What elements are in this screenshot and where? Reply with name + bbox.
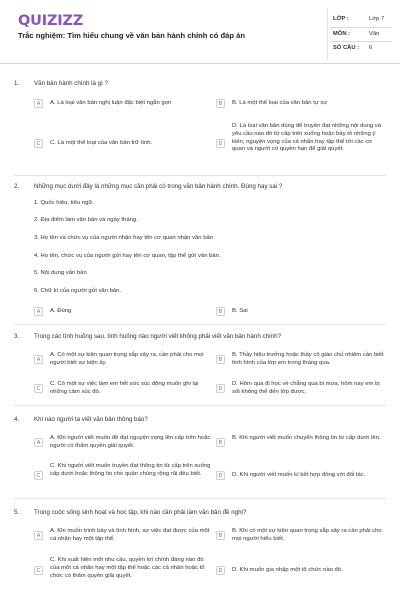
- question-number: 4.: [14, 416, 20, 423]
- option-letter-badge[interactable]: D: [216, 384, 225, 393]
- option-d[interactable]: D. Khi muốn gia nhập một tổ chức nào đó.: [232, 567, 343, 573]
- option-c[interactable]: C. Khi người viết muốn truyền đạt thông tin từ cấp trên xuống cấp dưới hoặc thông tin cho quần chúng rộng rãi đều biết.: [50, 463, 211, 477]
- question-number: 3.: [14, 333, 20, 340]
- option-a[interactable]: A. Khi muốn trình bày và tình hình, sự việc đạt được của một cá nhân hay một tập thể.: [50, 528, 210, 542]
- option-letter-badge[interactable]: A: [34, 307, 43, 316]
- question-text: Khi nào người ta viết văn bản thông báo?: [34, 416, 148, 423]
- meta-divider: [330, 27, 392, 28]
- option-a[interactable]: A. Có một sự kiện quan trọng sắp xảy ra, cần phải cho mọi người biết sự kiện ấy.: [50, 352, 204, 366]
- question-divider: [14, 175, 386, 176]
- option-a[interactable]: A. Là loại văn bản nghị luận đặc biệt ngắn gọn: [50, 100, 172, 106]
- option-letter-badge[interactable]: C: [34, 384, 43, 393]
- option-letter-badge[interactable]: A: [34, 531, 43, 540]
- option-b[interactable]: B. Khi người viết muốn chuyển thông tin từ cấp dưới lên.: [232, 435, 381, 441]
- meta-count-label: SỐ CÂU :: [333, 45, 360, 51]
- page-title: Trắc nghiệm: Tìm hiểu chung về văn bản hành chính có đáp án: [18, 31, 246, 40]
- option-letter-badge[interactable]: A: [34, 438, 43, 447]
- option-letter-badge[interactable]: B: [216, 355, 225, 364]
- option-letter-badge[interactable]: B: [216, 307, 225, 316]
- option-a[interactable]: A. Đúng: [50, 308, 72, 314]
- option-letter-badge[interactable]: A: [34, 99, 43, 108]
- list-item: 1. Quốc hiệu, tiêu ngữ.: [34, 200, 94, 206]
- question-number: 5.: [14, 509, 20, 516]
- question-divider: [14, 324, 386, 325]
- option-letter-badge[interactable]: B: [216, 99, 225, 108]
- question-text: Trong các tình huống sau, tình huống nào người viết không phải viết văn bản hành chính?: [34, 333, 282, 340]
- question-number: 2.: [14, 183, 20, 190]
- question-text: Trong cuộc sống sinh hoạt và học tập, khi nào cần phải làm văn bản đề nghị?: [34, 509, 247, 516]
- header-divider: [327, 8, 328, 60]
- option-letter-badge[interactable]: D: [216, 139, 225, 148]
- meta-count-value: 6: [369, 45, 373, 51]
- question-text: Văn bản hành chính là gì ?: [34, 80, 108, 87]
- option-letter-badge[interactable]: C: [34, 471, 43, 480]
- list-item: 4. Họ tên, chức vụ của người gửi hay tên cơ quan, tập thể gửi văn bản.: [34, 253, 221, 259]
- option-b[interactable]: B. Khi có một sự kiện quan trọng sắp xảy ra cần phải cho mọi người hiểu biết.: [232, 528, 382, 542]
- page-header: [0, 0, 400, 64]
- option-c[interactable]: C. Là một thể loại của văn bản trữ tình.: [50, 140, 153, 146]
- option-d[interactable]: D. Khi người viết muốn kí kết hợp đồng với đối tác.: [232, 472, 366, 478]
- option-c[interactable]: C. Khi xuất hiện một nhu cầu, quyền lợi chính đáng nào đó của một cá nhân hay một tập thể hoặc các cá nhân hoặc tổ chức có thẩm quyền giải quyết.: [50, 557, 205, 579]
- meta-subject-label: MÔN :: [333, 31, 351, 37]
- option-letter-badge[interactable]: B: [216, 438, 225, 447]
- meta-class-value: Lớp 7: [369, 16, 385, 22]
- meta-divider: [330, 41, 392, 42]
- question-divider: [14, 405, 386, 406]
- list-item: 3. Họ tên và chức vụ của người nhận hay tên cơ quan nhận văn bản: [34, 235, 214, 241]
- list-item: 6. Chữ kí của người gửi văn bản.: [34, 288, 122, 294]
- option-letter-badge[interactable]: B: [216, 531, 225, 540]
- option-letter-badge[interactable]: A: [34, 355, 43, 364]
- option-d[interactable]: D. Hôm qua đi học về chẳng qua bị mưa, hôm nay em bị sốt không thể đến lớp được.: [232, 381, 380, 395]
- option-letter-badge[interactable]: D: [216, 566, 225, 575]
- meta-subject-value: Văn: [369, 31, 380, 37]
- quizizz-logo: QUIZIZZ: [18, 13, 84, 29]
- list-item: 2. Địa điểm làm văn bản và ngày tháng.: [34, 217, 138, 223]
- option-b[interactable]: B. Là một thể loại của văn bản tự sự: [232, 100, 328, 106]
- option-b[interactable]: B. Sai: [232, 308, 248, 314]
- list-item: 5. Nội dung văn bản: [34, 270, 87, 276]
- option-letter-badge[interactable]: C: [34, 566, 43, 575]
- question-text: Những mục dưới đây là những mục cần phải có trong văn bản hành chính. Đúng hay sai ?: [34, 183, 283, 190]
- option-c[interactable]: C. Có một sự việc làm em hết sức xúc động muốn ghi lại những cảm xúc đó.: [50, 381, 199, 395]
- option-letter-badge[interactable]: C: [34, 139, 43, 148]
- option-b[interactable]: B. Thầy hiệu trưởng hoặc thầy cô giáo chủ nhiệm cần biết tình hình của lớp em trong tháng qua.: [232, 352, 384, 366]
- option-d[interactable]: D. Là loại văn bản dùng để truyền đạt những nội dung và yêu cầu nào đó từ cấp trên xuống hoặc bày tỏ những ý kiến, nguyện vọng của cá nhân hay tập thể tới các cơ quan và người có quyền hạn để giải quyết.: [232, 123, 382, 153]
- question-number: 1.: [14, 80, 20, 87]
- option-a[interactable]: A. Khi người viết muốn đề đạt nguyện vọng lên cấp trên hoặc người có thẩm quyền giải quyết.: [50, 435, 211, 449]
- meta-class-label: LỚP :: [333, 16, 349, 22]
- question-divider: [14, 498, 386, 499]
- option-letter-badge[interactable]: D: [216, 471, 225, 480]
